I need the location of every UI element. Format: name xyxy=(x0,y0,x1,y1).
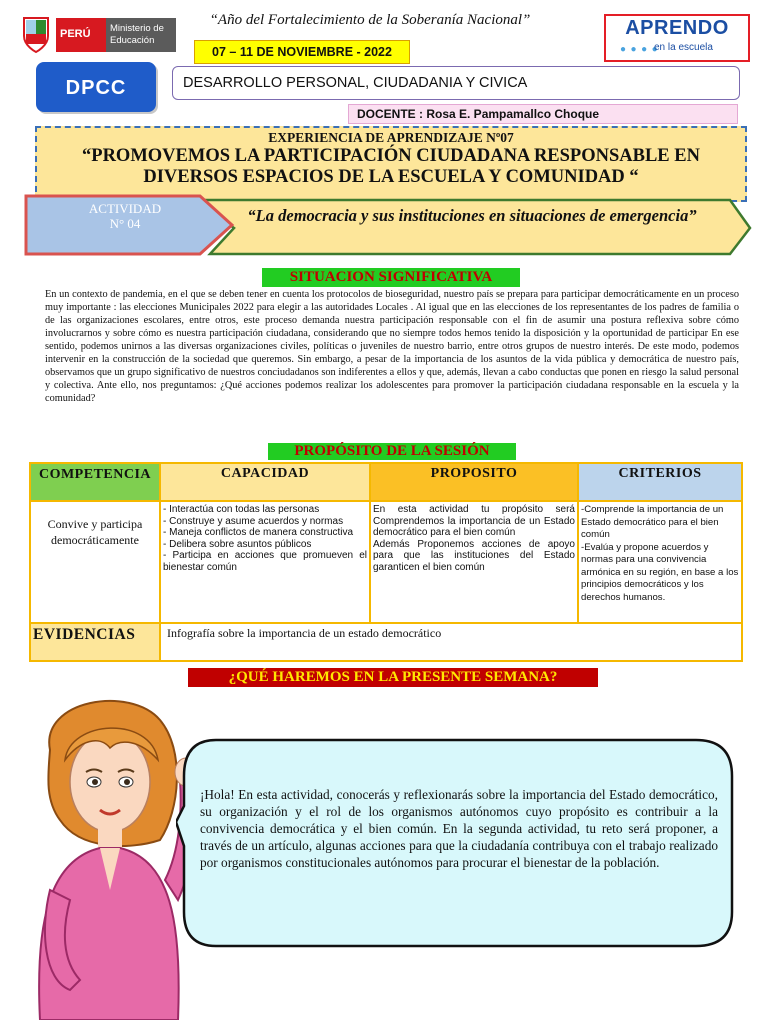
area-title: DESARROLLO PERSONAL, CIUDADANIA Y CIVICA xyxy=(172,66,740,100)
table-header-row xyxy=(30,463,742,501)
week-title: ¿QUÉ HAREMOS EN LA PRESENTE SEMANA? xyxy=(188,668,598,687)
aprendo-title: APRENDO xyxy=(625,17,729,39)
list-item: - Participa en acciones que promueven el bienestar común xyxy=(163,550,367,573)
date-range: 07 – 11 DE NOVIEMBRE - 2022 xyxy=(194,40,410,64)
evidencias-label: EVIDENCIAS xyxy=(30,623,160,661)
capacidades-cell xyxy=(160,501,370,623)
header-capacidad: CAPACIDAD xyxy=(160,463,370,501)
list-item: -Evalúa y propone acuerdos y normas para una convivencia armónica en su región, en base a los principios democráticos y los derechos humanos. xyxy=(581,541,739,603)
experience-label: EXPERIENCIA DE APRENDIZAJE Nº07 xyxy=(268,130,514,145)
evidence-row xyxy=(30,623,742,661)
activity-label xyxy=(40,201,210,231)
experience-box xyxy=(35,126,747,202)
peru-shield-icon xyxy=(20,14,52,54)
table-row xyxy=(30,501,742,623)
teacher-name: DOCENTE : Rosa E. Pampamallco Choque xyxy=(348,104,738,124)
dpcc-badge: DPCC xyxy=(36,62,156,112)
header-proposito: PROPOSITO xyxy=(370,463,578,501)
activity-number: N° 04 xyxy=(109,216,141,231)
situation-text: En un contexto de pandemia, en el que se deben tener en cuenta los protocolos de bioseguridad, nuestro país se prepara para participar democráticamente en un proceso muy importante : las elecciones Municipales 2022 para elegir a las autoridades Locales . Al igual que en las elecciones de los representantes de los padres de familia o de las organizaciones escolares, entre otros, este proceso demanda nuestra participación responsable con el fin de asumir una postura reflexiva sobre cómo involucrarnos y sobre cómo es nuestra participación ciudadana, considerando que no siempre todos hemos tenido la disposición y la oportunidad de participar En ese sentido, podemos unirnos a las diversas organizaciones civiles, políticas o juveniles de nuestro barrio, entre otros grupos de nuestro interés. De este modo, podemos intervenir en la construcción de la sociedad que queremos. Sin embargo, a pesar de la importancia de los asuntos de la vida pública y democrática de nuestro país, observamos que un grupo significativo de nuestros conciudadanos son indiferentes a ellos y que, además, llevan a cabo conductas que ponen en riesgo la salud personal y colectiva. Ante ello, nos preguntamos: ¿Qué acciones podemos realizar los adolescentes para promover la participación ciudadana responsable en la escuela y la comunidad? xyxy=(45,289,739,404)
activity-label-text: ACTIVIDAD xyxy=(88,201,162,216)
activity-title: “La democracia y sus instituciones en situaciones de emergencia” xyxy=(247,206,697,225)
list-item: - Interactúa con todas las personas xyxy=(163,504,320,515)
minedu-logo xyxy=(20,12,166,60)
proposito-paragraph-2: Además Proponemos acciones de apoyo para que las instituciones del Estado garanticen el bien común xyxy=(373,538,575,573)
purpose-title: PROPÓSITO DE LA SESIÓN xyxy=(268,443,516,460)
criterios-cell xyxy=(578,501,742,623)
header-competencia: COMPETENCIA xyxy=(30,463,160,501)
year-title: “Año del Fortalecimiento de la Soberanía Nacional” xyxy=(209,12,531,28)
aprendo-dots-icon: ● ● ● ● xyxy=(620,44,659,55)
peru-label: PERÚ xyxy=(56,18,106,52)
header-criterios: CRITERIOS xyxy=(578,463,742,501)
list-item: -Comprende la importancia de un Estado democrático para el bien común xyxy=(581,504,724,540)
evidencias-text: Infografía sobre la importancia de un estado democrático xyxy=(160,623,742,661)
ministry-label: Ministerio de Educación xyxy=(106,18,176,52)
proposito-cell xyxy=(370,501,578,623)
aprendo-subtitle: en la escuela xyxy=(654,42,713,53)
bubble-text: ¡Hola! En esta actividad, conocerás y reflexionarás sobre la importancia del Estado democrático, su organización y el rol de los organismos autónomos cuyo propósito es contribuir a la convivencia democrática y el bien común. En la segunda actividad, tu reto será proponer, a través de un artículo, algunas acciones para que la ciudadanía contribuya con el trabajo realizado por organismos constitucionales autónomos para procurar el bienestar de la población. xyxy=(200,787,718,870)
situation-title: SITUACION SIGNIFICATIVA xyxy=(262,268,520,287)
list-item: - Maneja conflictos de manera constructiva xyxy=(163,527,354,538)
proposito-paragraph-1: En esta actividad tu propósito será Comprendemos la importancia de un Estado democrático para el bien común xyxy=(373,504,575,538)
list-item: - Construye y asume acuerdos y normas xyxy=(163,515,344,527)
aprendo-logo xyxy=(604,14,750,62)
competencia-cell: Convive y participa democráticamente xyxy=(30,501,160,623)
experience-title: “PROMOVEMOS LA PARTICIPACIÓN CIUDADANA RESPONSABLE EN DIVERSOS ESPACIOS DE LA ESCUELA Y COMUNIDAD “ xyxy=(82,146,700,187)
list-item: - Delibera sobre asuntos públicos xyxy=(163,538,312,550)
purpose-table xyxy=(29,462,743,662)
